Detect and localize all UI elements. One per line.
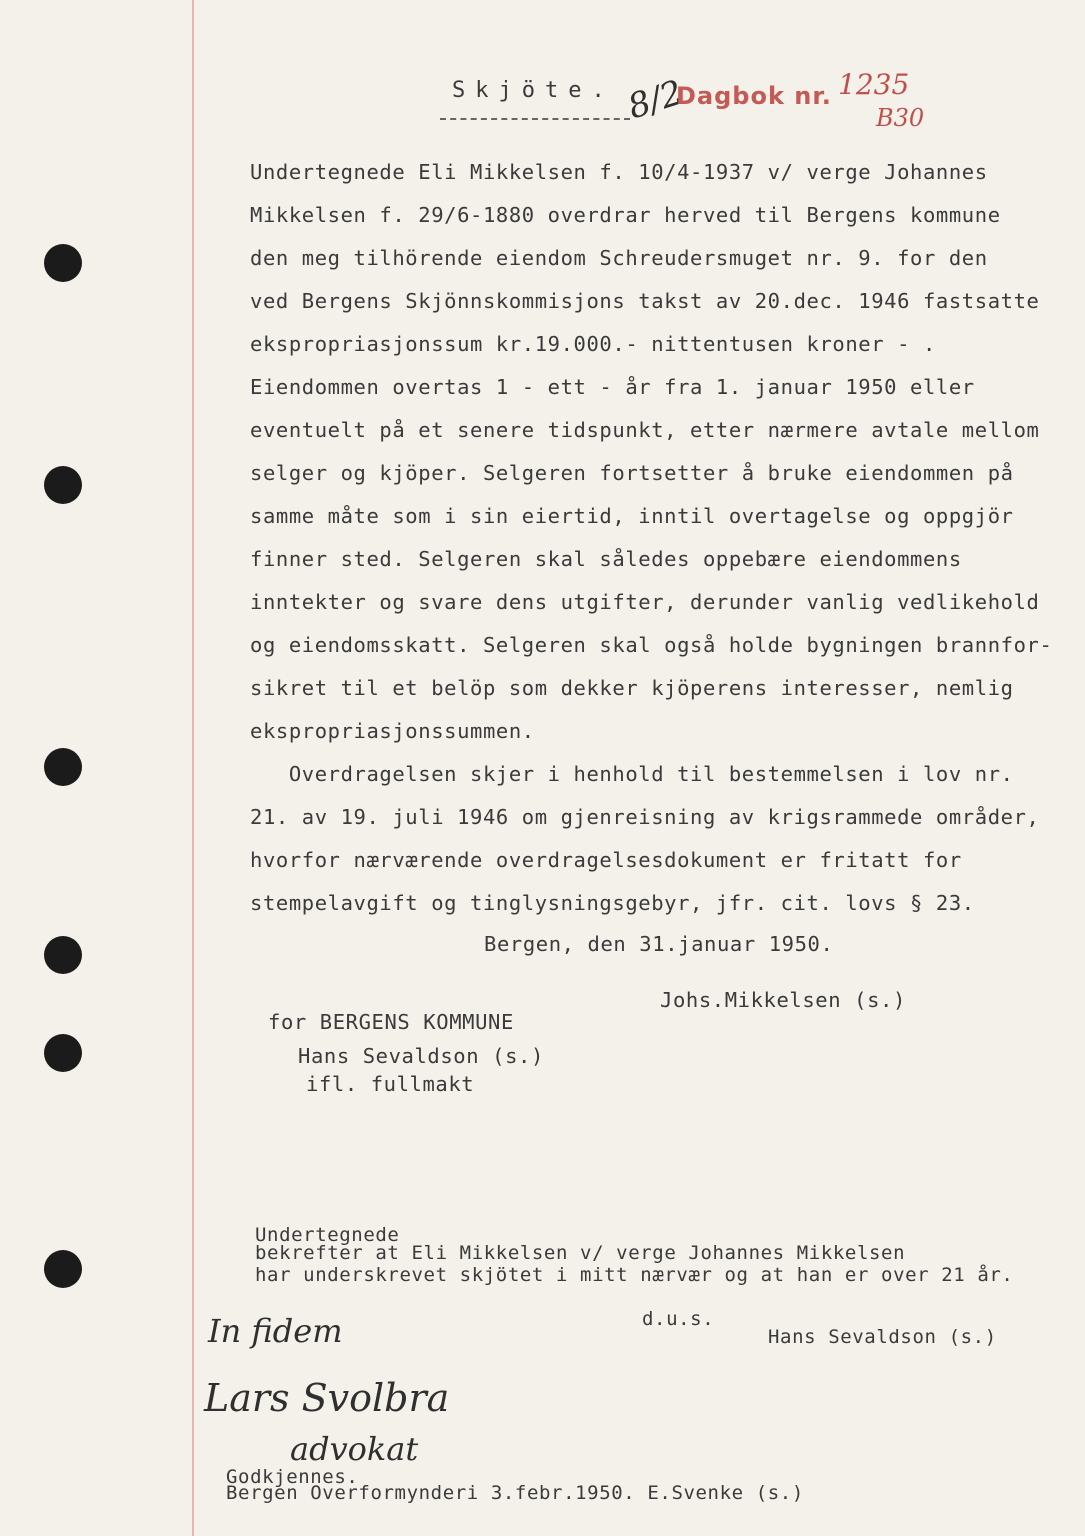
body-line: Eiendommen overtas 1 - ett - år fra 1. januar 1950 eller [250,375,975,399]
body-line: den meg tilhörende eiendom Schreudersmuget nr. 9. for den [250,246,988,270]
approval-label: Godkjennes. [226,1466,359,1488]
body-line: stempelavgift og tinglysningsgebyr, jfr. cit. lovs § 23. [250,891,975,915]
handwritten-in-fidem: In fidem [208,1312,343,1350]
place-date: Bergen, den 31.januar 1950. [484,932,834,956]
witness-line: bekrefter at Eli Mikkelsen v/ verge Johannes Mikkelsen [255,1242,906,1264]
body-line: og eiendomsskatt. Selgeren skal også holde bygningen brannfor- [250,633,1053,657]
margin-line [192,0,194,1536]
body-line: finner sted. Selgeren skal således oppebære eiendommens [250,547,962,571]
buyer-authority: ifl. fullmakt [306,1072,475,1096]
punch-hole [44,244,82,282]
document-title: Skjöte. [452,78,615,103]
buyer-signature: Hans Sevaldson (s.) [298,1044,544,1068]
body-line: ved Bergens Skjönnskommisjons takst av 20.dec. 1946 fastsatte [250,289,1040,313]
buyer-for-label: for BERGENS KOMMUNE [268,1010,514,1034]
body-line: selger og kjöper. Selgeren fortsetter å bruke eiendommen på [250,461,1014,485]
punch-hole [44,466,82,504]
handwritten-date: 8/2 [623,72,688,128]
witness-dus: d.u.s. [642,1308,715,1330]
punch-hole [44,748,82,786]
punch-hole [44,1250,82,1288]
body-line: hvorfor nærværende overdragelsesdokument er fritatt for [250,848,962,872]
body-line: Overdragelsen skjer i henhold til bestemmelsen i lov nr. [250,762,1014,786]
handwritten-lawyer-signature: Lars Svolbra [204,1376,450,1420]
body-line: ekspropriasjonssum kr.19.000.- nittentusen kroner - . [250,332,936,356]
handwritten-journal-sub: B30 [876,104,925,132]
title-underline [440,118,630,120]
witness-line: Undertegnede [255,1224,400,1246]
witness-signature: Hans Sevaldson (s.) [768,1326,997,1348]
body-line: Mikkelsen f. 29/6-1880 overdrar herved til Bergens kommune [250,203,1001,227]
body-line: Undertegnede Eli Mikkelsen f. 10/4-1937 v/ verge Johannes [250,160,988,184]
punch-hole [44,1034,82,1072]
body-line: 21. av 19. juli 1946 om gjenreisning av krigsrammede områder, [250,805,1040,829]
body-line: samme måte som i sin eiertid, inntil overtagelse og oppgjör [250,504,1014,528]
punch-hole [44,936,82,974]
handwritten-journal-number: 1235 [838,68,910,101]
body-line: ekspropriasjonssummen. [250,719,535,743]
journal-stamp: Dagbok nr. [676,82,832,110]
witness-line: har underskrevet skjötet i mitt nærvær og at han er over 21 år. [255,1264,1014,1286]
approval-text: Bergen Overformynderi 3.febr.1950. E.Svenke (s.) [226,1482,804,1504]
seller-signature: Johs.Mikkelsen (s.) [660,988,906,1012]
body-line: eventuelt på et senere tidspunkt, etter nærmere avtale mellom [250,418,1040,442]
handwritten-lawyer-title: advokat [290,1430,419,1468]
body-line: inntekter og svare dens utgifter, derunder vanlig vedlikehold [250,590,1040,614]
body-line: sikret til et belöp som dekker kjöperens interesser, nemlig [250,676,1014,700]
